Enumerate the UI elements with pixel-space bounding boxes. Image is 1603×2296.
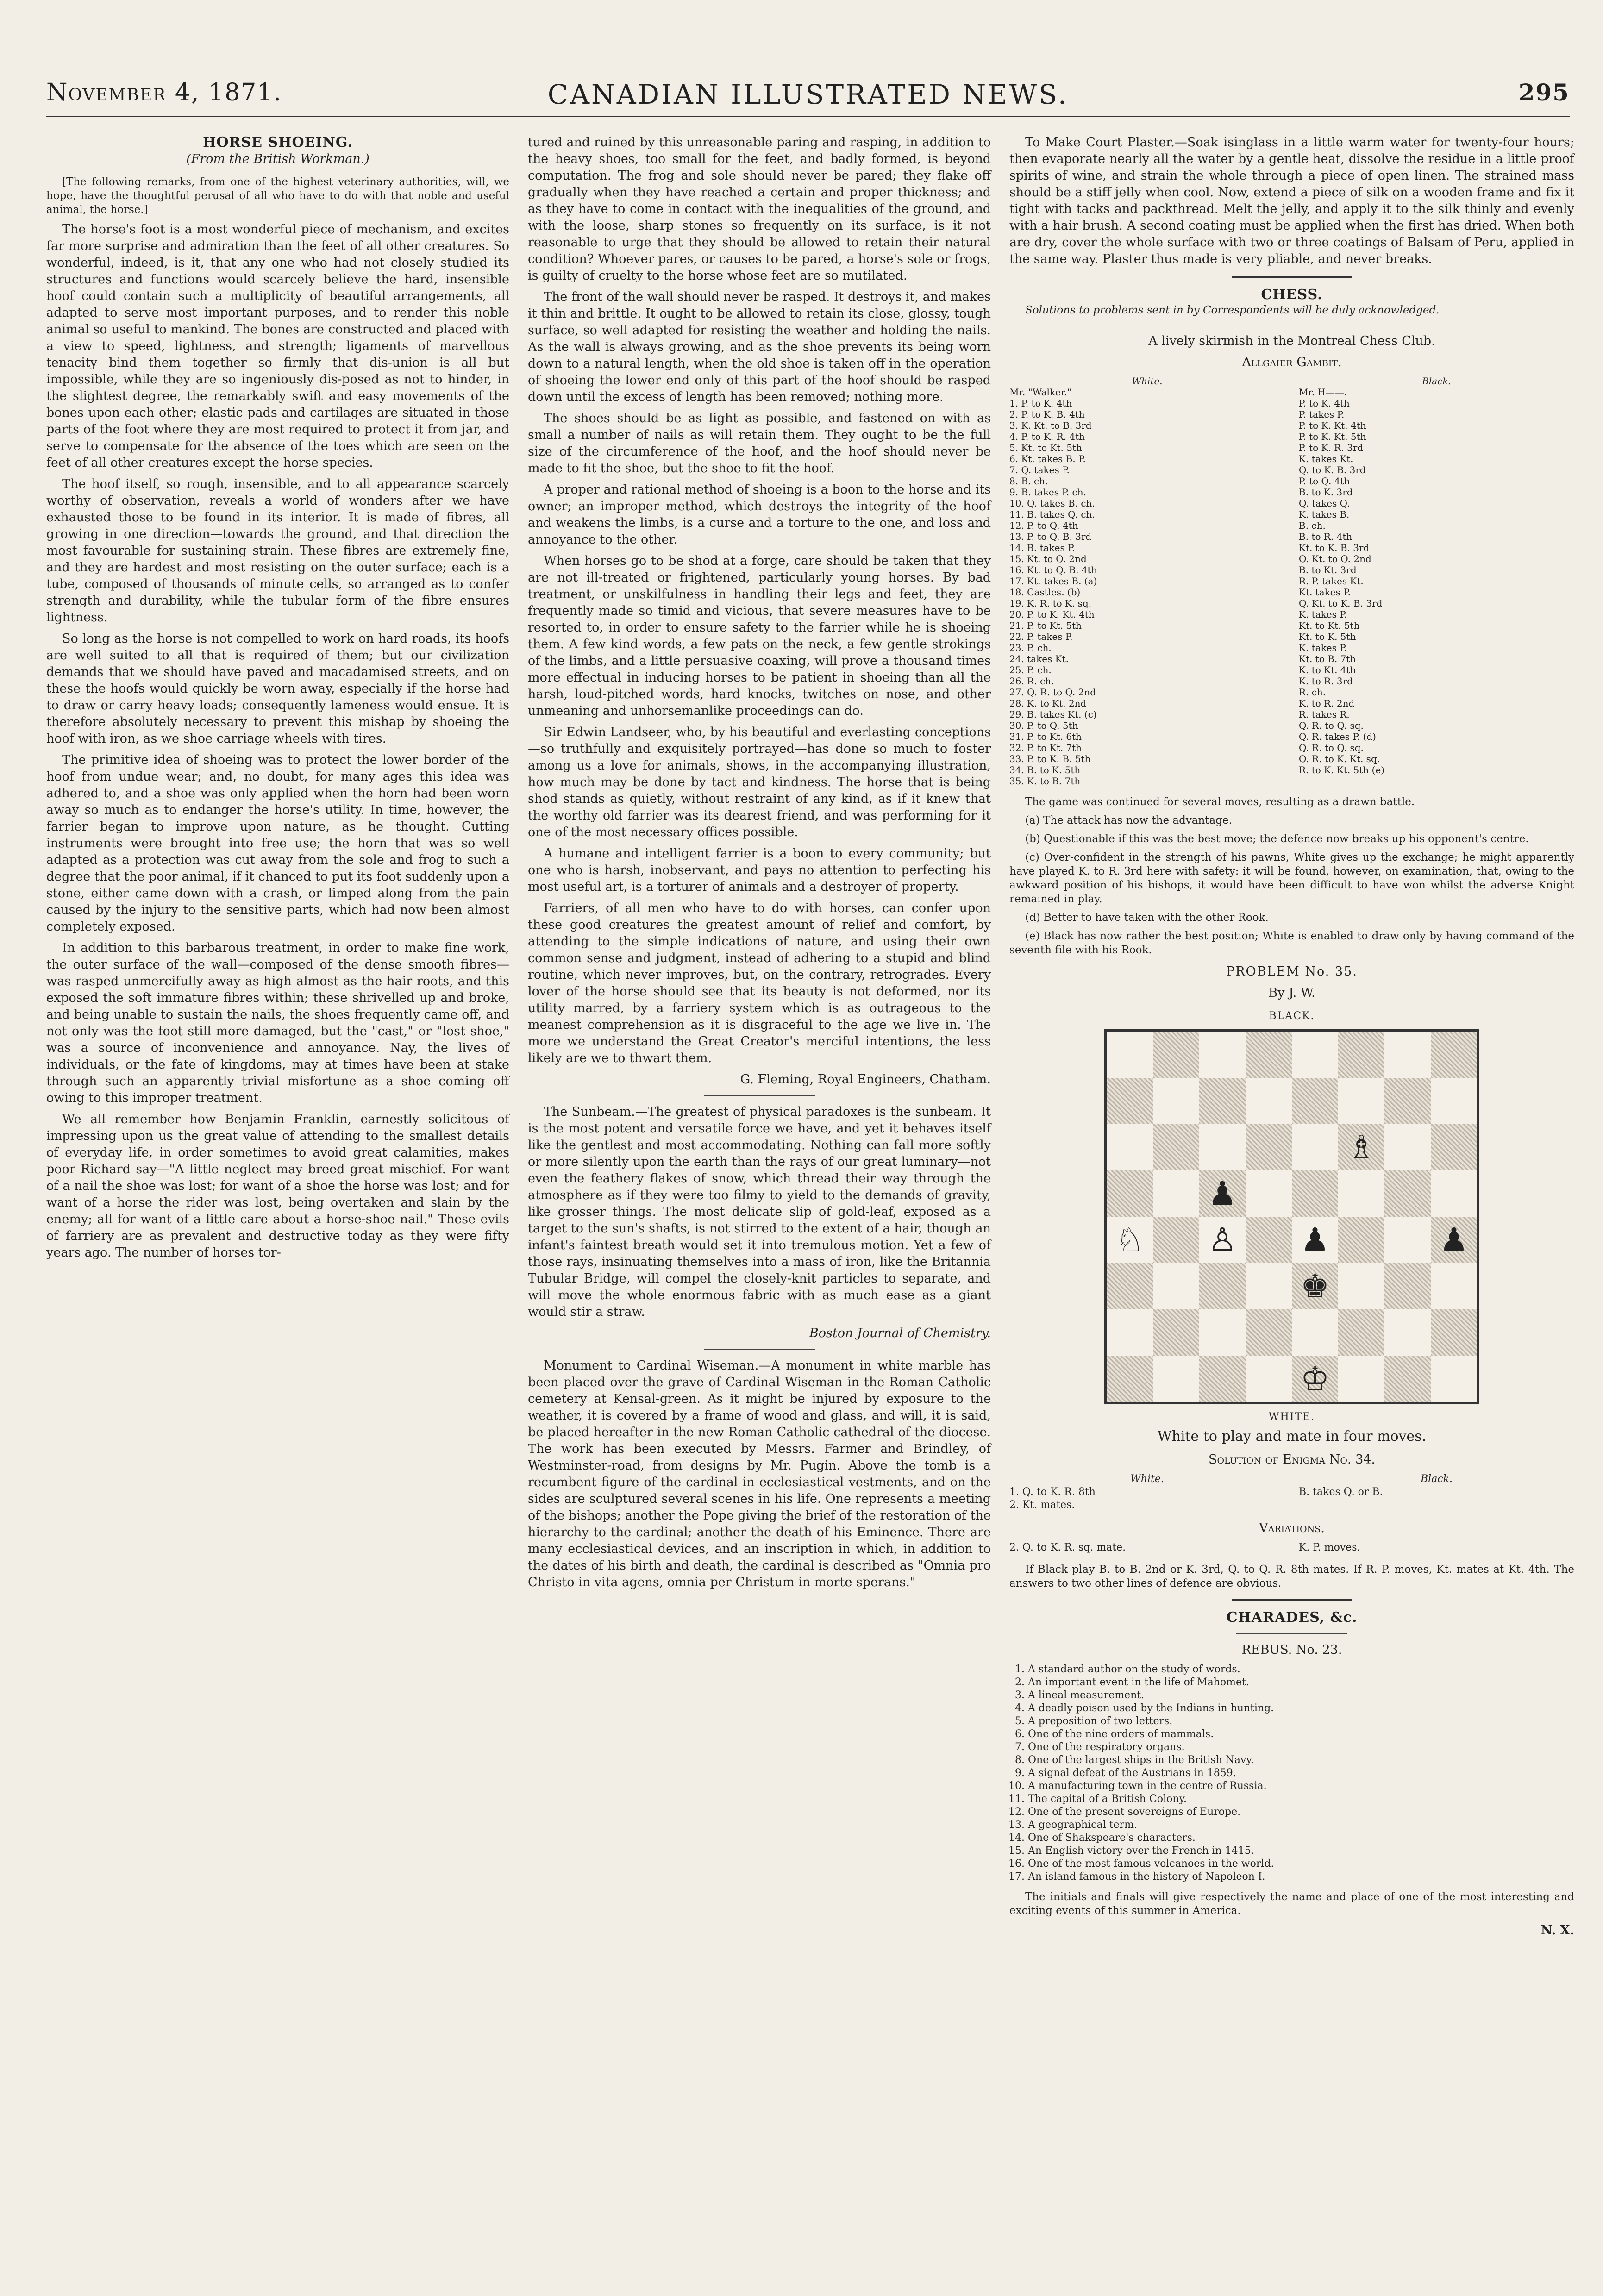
board-square [1153, 1356, 1199, 1402]
white-player: Mr. "Walker." [1009, 387, 1071, 398]
board-square [1246, 1217, 1292, 1263]
black-move: B. to Kt. 3rd [1299, 564, 1357, 576]
white-move: 24. takes Kt. [1009, 653, 1069, 664]
black-move [1299, 776, 1574, 787]
white-move: 32. P. to Kt. 7th [1009, 742, 1082, 753]
board-square [1338, 1217, 1384, 1263]
divider [704, 1349, 815, 1350]
rebus-signature: N. X. [1540, 1923, 1574, 1938]
board-square [1338, 1032, 1384, 1078]
sunbeam-source: Boston Journal of Chemistry. [809, 1326, 991, 1340]
game-note: (c) Over-confident in the strength of his pawns, White gives up the exchange; he might apparently have played K. to R. 3rd here with safety: it will be found, however, on examination, that, owing to the awkward position of his bishops, it would have been difficult to have won whilst the adverse Knight remained in play. [1009, 851, 1574, 905]
board-square [1107, 1124, 1153, 1170]
white-move: 7. Q. takes P. [1009, 464, 1070, 475]
article-signature: G. Fleming, Royal Engineers, Chatham. [740, 1072, 991, 1087]
black-move: Q. R. to K. Kt. sq. [1299, 753, 1380, 764]
board-square [1199, 1356, 1246, 1402]
board-square [1431, 1309, 1477, 1356]
white-move: 15. Kt. to Q. 2nd [1009, 553, 1087, 564]
black-move: Kt. takes P. [1299, 587, 1351, 598]
rebus-item: 16. One of the most famous volcanoes in the world. [1028, 1858, 1574, 1871]
black-move: K. takes Kt. [1299, 453, 1353, 464]
board-square [1107, 1032, 1153, 1078]
black-move: P. to Q. 4th [1299, 475, 1350, 487]
board-square [1384, 1356, 1431, 1402]
white-move: 3. K. Kt. to B. 3rd [1009, 420, 1092, 431]
article-source: (From the British Workman.) [186, 152, 369, 166]
sunbeam-paragraph: The Sunbeam.—The greatest of physical paradoxes is the sunbeam. It is the most potent and versatile force we have, and yet it behaves itself like the gentlest and most accommodating. Nothing can fall more softly or more silently upon the earth than the rays of our great luminary—not even the feathery flakes of snow, which thread their way through the atmosphere as if they were too filmy to yield to the demands of gravity, like grosser things. The most delicate slip of gold-leaf, exposed as a target to the sun's shafts, is not stirred to the extent of a hair, though an infant's faintest breath would set it into tremulous motion. Yet a few of those rays, insinuating themselves into a mass of iron, like the Britannia Tubular Bridge, will compel the closely-knit particles to separate, and will move the whole enormous fabric with as much ease as a giant would stir a straw. [528, 1105, 991, 1319]
black-move: R. takes R. [1299, 709, 1350, 720]
black-move: Kt. to K. B. 3rd [1299, 542, 1370, 553]
board-square [1431, 1032, 1477, 1078]
game-note: (e) Black has now rather the best position; White is enabled to draw only by having command of the seventh file with his Rook. [1009, 930, 1574, 956]
black-move: P. to K. R. 3rd [1299, 442, 1364, 453]
article-paragraph: The primitive idea of shoeing was to protect the lower border of the hoof from undue wear; and, no doubt, for many ages this idea was adhered to, and a shoe was only applied when the horn had been worn away so much as to endanger the horse's utility. In time, however, the farrier began to improve upon nature, as he thought. Cutting instruments were brought into free use; the horn that was so well adapted as a protection was cut away from the sole and frog to such a degree that the poor animal, if it chanced to put its foot suddenly upon a stone, either came down with a crash, or limped along from the pain caused by the injury to the sensitive parts, which had now been almost completely exposed. [46, 753, 509, 934]
game-intro: A lively skirmish in the Montreal Chess Club. [1148, 334, 1435, 348]
black-move: B. to R. 4th [1299, 531, 1353, 542]
white-move: 14. B. takes P. [1009, 542, 1075, 553]
board-square [1384, 1217, 1431, 1263]
board-square [1107, 1263, 1153, 1309]
black-move: R. ch. [1299, 687, 1326, 698]
solution-title: Solution of Enigma No. 34. [1208, 1452, 1376, 1467]
white-move: 35. K. to B. 7th [1009, 776, 1081, 787]
article-paragraph: A humane and intelligent farrier is a boon to every community; but one who is harsh, inobservant, and pays no attention to perfecting his most useful art, is a torturer of animals and a destroyer of property. [528, 846, 991, 894]
rebus-item: 13. A geographical term. [1028, 1819, 1574, 1832]
rebus-item: 10. A manufacturing town in the centre of Russia. [1028, 1780, 1574, 1793]
board-square [1338, 1356, 1384, 1402]
black-move: Q. Kt. to K. B. 3rd [1299, 598, 1383, 609]
chess-board [1104, 1029, 1479, 1404]
board-square [1384, 1078, 1431, 1124]
white-move: 22. P. takes P. [1009, 631, 1073, 642]
black-move: P. takes P. [1299, 409, 1345, 420]
variation-moves [1009, 1541, 1574, 1554]
board-square [1107, 1078, 1153, 1124]
variation-note: If Black play B. to B. 2nd or K. 3rd, Q. to Q. R. 8th mates. If R. P. moves, Kt. mates at Kt. 4th. The answers to two other lines of defence are obvious. [1009, 1564, 1574, 1589]
article-paragraph: Farriers, of all men who have to do with horses, can confer upon these good creatures the greatest amount of relief and comfort, by attending to the simple indications of nature, and using their own common sense and judgment, instead of adhering to a stupid and blind routine, which never improves, but, on the contrary, retrogrades. Every lover of the horse should see that its beauty is not deformed, nor its utility marred, by a farriery system which is as outrageous to the meanest comprehension as it is disgraceful to the age we live in. The more we understand the Great Creator's merciful intentions, the less likely are we to thwart them. [528, 901, 991, 1065]
black-move: Q. to K. B. 3rd [1299, 464, 1366, 475]
monument-paragraph: Monument to Cardinal Wiseman.—A monument in white marble has been placed over the grave of Cardinal Wiseman in the Roman Catholic cemetery at Kensal-green. As it might be injured by exposure to the weather, it is covered by a frame of wood and glass, and will, it is said, be placed hereafter in the new Roman Catholic cathedral of the diocese. The work has been executed by Messrs. Farmer and Brindley, of Westminster-road, from designs by Mr. Pugin. Above the tomb is a recumbent figure of the cardinal in ecclesiastical vestments, and on the sides are sculptured several scenes in his life. One represents a meeting of the bishops; another the Pope giving the brief of the restoration of the hierarchy to the cardinal; another the death of his Eminence. There are many ecclesiastical devices, and an inscription in which, in addition to the dates of his birth and death, the cardinal is described as "Omnia pro Christo in vita agens, omnia per Christum in morte sperans." [528, 1358, 991, 1589]
board-square [1199, 1263, 1246, 1309]
rebus-item: 8. One of the largest ships in the British Navy. [1028, 1754, 1574, 1767]
rebus-item: 11. The capital of a British Colony. [1028, 1793, 1574, 1806]
board-square [1384, 1124, 1431, 1170]
solution-black-move: B. takes Q. or B. [1299, 1486, 1383, 1498]
board-square [1153, 1309, 1199, 1356]
black-move: K. takes P. [1299, 609, 1347, 620]
article-paragraph: The shoes should be as light as possible, and fastened on with as small a number of nails as will retain them. They ought to be the full size of the circumference of the hoof, and the hoof should never be made to fit the shoe, but the shoe to fit the hoof. [528, 411, 991, 475]
board-square [1153, 1032, 1199, 1078]
column-3 [1009, 134, 1574, 1939]
board-square [1153, 1124, 1199, 1170]
white-move: 33. P. to K. B. 5th [1009, 753, 1091, 764]
board-square [1431, 1263, 1477, 1309]
board-square [1338, 1078, 1384, 1124]
chess-piece: ♘ [1107, 1217, 1153, 1263]
board-square [1153, 1217, 1199, 1263]
article-paragraph: When horses go to be shod at a forge, care should be taken that they are not ill-treated or frightened, particularly young horses. By bad treatment, or unskilfulness in handling their legs and feet, they are frequently made so timid and vicious, that severe measures have to be resorted to, in order to ensure safety to the farrier while he is shoeing them. A few kind words, a few pats on the neck, a few gentle strokings of the limbs, and a little persuasive coaxing, will prove a thousand times more effectual in inducing horses to be patient in shoeing than all the harsh, loud-pitched words, hard knocks, twitches on nose, and other unmeaning and unhorsemanlike proceedings can do. [528, 554, 991, 718]
board-square [1292, 1309, 1338, 1356]
black-move: B. ch. [1299, 520, 1326, 531]
variation-white: 2. Q. to K. R. sq. mate. [1009, 1542, 1126, 1553]
white-move: 20. P. to K. Kt. 4th [1009, 609, 1095, 620]
black-move: K. takes B. [1299, 509, 1350, 520]
black-move: R. P. takes Kt. [1299, 576, 1364, 587]
board-square [1292, 1078, 1338, 1124]
board-square [1292, 1170, 1338, 1217]
page-number: 295 [1518, 79, 1570, 106]
white-move: 6. Kt. takes B. P. [1009, 453, 1086, 464]
rebus-item: 12. One of the present sovereigns of Europe. [1028, 1806, 1574, 1819]
chess-problem [1009, 1008, 1574, 1445]
white-move: 13. P. to Q. B. 3rd [1009, 531, 1092, 542]
board-square [1153, 1170, 1199, 1217]
game-result: The game was continued for several moves, resulting as a drawn battle. [1025, 796, 1415, 808]
board-square [1431, 1356, 1477, 1402]
game-note: (a) The attack has now the advantage. [1025, 814, 1232, 826]
black-move: P. to K. Kt. 5th [1299, 431, 1366, 442]
board-square [1107, 1170, 1153, 1217]
board-square [1431, 1170, 1477, 1217]
divider [1232, 1599, 1352, 1601]
article-paragraph: tured and ruined by this unreasonable paring and rasping, in addition to the heavy shoes, too small for the feet, and badly formed, is beyond computation. The frog and sole should never be pared; they flake off gradually when they have reached a certain and proper thickness; and as they have to come in contact with the inequalities of the ground, and with the loose, sharp stones so frequently on its surface, is it not reasonable to urge that they should be allowed to retain their natural condition? Whoever pares, or causes to be pared, a horse's sole or frogs, is guilty of cruelty to the horse whose feet are so mutilated. [528, 135, 991, 283]
white-move: 23. P. ch. [1009, 642, 1052, 653]
article-paragraph: A proper and rational method of shoeing is a boon to the horse and its owner; an improper method, which destroys the integrity of the hoof and weakens the limbs, is a curse and a torture to the one, and loss and annoyance to the other. [528, 482, 991, 547]
white-move: 31. P. to Kt. 6th [1009, 731, 1082, 742]
divider [704, 1095, 815, 1096]
black-move: R. to K. Kt. 5th (e) [1299, 764, 1384, 776]
black-move: Q. R. takes P. (d) [1299, 731, 1376, 742]
rebus-item: 6. One of the nine orders of mammals. [1028, 1728, 1574, 1741]
white-move: 5. Kt. to Kt. 5th [1009, 442, 1082, 453]
white-move: 25. P. ch. [1009, 664, 1052, 676]
game-note: (d) Better to have taken with the other Rook. [1025, 912, 1269, 924]
chess-piece: ♟ [1431, 1217, 1477, 1263]
board-square [1246, 1309, 1292, 1356]
masthead [46, 69, 1570, 120]
board-square [1384, 1170, 1431, 1217]
black-move: Q. takes Q. [1299, 498, 1350, 509]
rebus-item: 7. One of the respiratory organs. [1028, 1741, 1574, 1754]
black-move: P. to K. Kt. 4th [1299, 420, 1366, 431]
game-moves-table [1009, 375, 1574, 787]
article-paragraph: The hoof itself, so rough, insensible, and to all appearance scarcely worthy of observation, reveals a world of wonders after we have exhausted those to be found in its interior. It is made of fibres, all growing in one direction—towards the ground, and that direction the most favourable for sustaining strain. These fibres are extremely fine, and they are hardest and most resisting on the outer surface; each is a tube, composed of thousands of minute cells, so arranged as to confer strength and durability, while the tubular form of the fibre ensures lightness. [46, 477, 509, 625]
rebus-item: 17. An island famous in the history of Napoleon I. [1028, 1871, 1574, 1883]
board-square [1338, 1263, 1384, 1309]
divider [1232, 276, 1352, 278]
white-move: 26. R. ch. [1009, 676, 1054, 687]
white-move: 8. B. ch. [1009, 475, 1048, 487]
white-move: 19. K. R. to K. sq. [1009, 598, 1092, 609]
rebus-list [1028, 1663, 1574, 1883]
white-move: 28. K. to Kt. 2nd [1009, 698, 1087, 709]
article-paragraph: The front of the wall should never be rasped. It destroys it, and makes it thin and brittle. It ought to be allowed to retain its close, glossy, tough surface, so well adapted for resisting the weather and holding the nails. As the wall is always growing, and as the shoe prevents its being worn down to a natural length, when the old shoe is taken off in the operation of shoeing the lower end only of this part of the hoof should be rasped down until the excess of length has been removed; nothing more. [528, 290, 991, 404]
board-square [1246, 1078, 1292, 1124]
board-square [1246, 1170, 1292, 1217]
rebus-item: 5. A preposition of two letters. [1028, 1715, 1574, 1728]
article-paragraph: So long as the horse is not compelled to work on hard roads, its hoofs are well suited to all that is required of them; but our civilization demands that we should have paved and macadamised streets, and on these the hoofs would quickly be worn away, especially if the horse had to draw or carry heavy loads; consequently lameness would ensue. It is therefore absolutely necessary to prevent this mishap by shoeing the hoof with iron, as we shoe carriage wheels with tires. [46, 632, 509, 746]
chess-piece: ♟ [1199, 1170, 1246, 1217]
variations-title: Variations. [1259, 1521, 1325, 1535]
rebus-item: 2. An important event in the life of Mahomet. [1028, 1676, 1574, 1689]
solution-white-header: White. [1130, 1473, 1164, 1485]
black-move: K. to R. 2nd [1299, 698, 1355, 709]
black-move: Q. Kt. to Q. 2nd [1299, 553, 1371, 564]
variation-black: K. P. moves. [1299, 1542, 1360, 1553]
rebus-title: REBUS. No. 23. [1241, 1643, 1342, 1657]
board-square [1246, 1124, 1292, 1170]
newspaper-title: CANADIAN ILLUSTRATED NEWS. [547, 79, 1069, 110]
column-2 [528, 134, 991, 1595]
issue-date: November 4, 1871. [46, 79, 282, 106]
board-square [1199, 1078, 1246, 1124]
board-square [1384, 1309, 1431, 1356]
plaster-paragraph: To Make Court Plaster.—Soak isinglass in a little warm water for twenty-four hours; then evaporate nearly all the water by a gentle heat, dissolve the residue in a little proof spirits of wine, and strain the whole through a piece of open linen. The strained mass should be a stiff jelly when cool. Now, extend a piece of silk on a wooden frame and fix it tight with tacks and packthread. Melt the jelly, and apply it to the silk thinly and evenly with a hair brush. A second coating must be applied when the first has dried. When both are dry, cover the whole surface with two or three coatings of Balsam of Peru, applied in the same way. Plaster thus made is very pliable, and never breaks. [1009, 135, 1574, 266]
board-square [1338, 1170, 1384, 1217]
chess-piece: ♔ [1292, 1356, 1338, 1402]
rebus-item: 3. A lineal measurement. [1028, 1689, 1574, 1702]
solution-moves [1009, 1473, 1574, 1512]
board-square [1292, 1124, 1338, 1170]
rebus-item: 1. A standard author on the study of words. [1028, 1663, 1574, 1676]
rebus-item: 15. An English victory over the French in 1415. [1028, 1845, 1574, 1858]
board-square [1199, 1124, 1246, 1170]
chess-heading: CHESS. [1261, 287, 1323, 303]
board-square [1292, 1032, 1338, 1078]
white-move: 9. B. takes P. ch. [1009, 487, 1086, 498]
black-move: K. takes P. [1299, 642, 1347, 653]
white-move: 2. P. to K. B. 4th [1009, 409, 1085, 420]
game-name: Allgaier Gambit. [1242, 355, 1342, 369]
white-header: White. [1132, 375, 1163, 387]
black-move: K. to Kt. 4th [1299, 664, 1356, 676]
chess-note: Solutions to problems sent in by Correspondents will be duly acknowledged. [1025, 304, 1440, 316]
chess-piece: ♗ [1338, 1124, 1384, 1170]
white-move: 10. Q. takes B. ch. [1009, 498, 1095, 509]
chess-piece: ♙ [1199, 1217, 1246, 1263]
article-title: HORSE SHOEING. [203, 134, 353, 150]
problem-title: PROBLEM No. 35. [1226, 964, 1358, 979]
white-move: 1. P. to K. 4th [1009, 398, 1072, 409]
rebus-footer: The initials and finals will give respectively the name and place of one of the most interesting and exciting events of this summer in America. [1009, 1891, 1574, 1917]
white-move: 16. Kt. to Q. B. 4th [1009, 564, 1097, 576]
black-player: Mr. H——. [1299, 387, 1347, 398]
black-move: Kt. to K. 5th [1299, 631, 1356, 642]
white-move: 21. P. to Kt. 5th [1009, 620, 1082, 631]
rebus-item: 9. A signal defeat of the Austrians in 1859. [1028, 1767, 1574, 1780]
white-move: 30. P. to Q. 5th [1009, 720, 1078, 731]
black-move: Q. R. to Q. sq. [1299, 720, 1364, 731]
board-square [1338, 1309, 1384, 1356]
white-move: 12. P. to Q. 4th [1009, 520, 1078, 531]
board-square [1246, 1356, 1292, 1402]
black-label: BLACK. [1269, 1010, 1315, 1022]
charades-heading: CHARADES, &c. [1226, 1609, 1358, 1626]
board-square [1384, 1263, 1431, 1309]
divider [1236, 1633, 1347, 1634]
board-square [1199, 1032, 1246, 1078]
game-notes [1009, 813, 1574, 957]
white-move: 34. B. to K. 5th [1009, 764, 1081, 776]
masthead-rule [46, 116, 1570, 117]
solution-white-move: 2. Kt. mates. [1009, 1499, 1075, 1511]
black-header: Black. [1422, 375, 1451, 387]
white-label: WHITE. [1268, 1411, 1315, 1423]
board-square [1246, 1263, 1292, 1309]
black-move: Kt. to Kt. 5th [1299, 620, 1360, 631]
problem-caption: White to play and mate in four moves. [1157, 1428, 1427, 1445]
column-1 [46, 134, 509, 1266]
white-move: 18. Castles. (b) [1009, 587, 1081, 598]
chess-piece: ♟ [1292, 1217, 1338, 1263]
board-square [1431, 1078, 1477, 1124]
white-move: 4. P. to K. R. 4th [1009, 431, 1085, 442]
board-square [1384, 1032, 1431, 1078]
white-move: 29. B. takes Kt. (c) [1009, 709, 1097, 720]
article-paragraph: The horse's foot is a most wonderful piece of mechanism, and excites far more surprise and admiration than the feet of all other creatures. So wonderful, indeed, is it, that any one who had not closely studied its structures and functions would scarcely believe the hard, insensible hoof could contain such a multiplicity of beautiful arrangements, all adapted to serve most important purposes, and to render this noble animal so useful to mankind. The bones are constructed and placed with a view to speed, lightness, and strength; ligaments of marvellous tenacity bind them together so firmly that dis-union is all but impossible, while they are so ingeniously dis-posed as not to hinder, in the slightest degree, the remarkably swift and easy movements of the bones upon each other; elastic pads and cartilages are situated in those parts of the foot where they are most required to protect it from jar, and serve to compensate for the absence of the toes which are seen on the feet of all other creatures except the horse species. [46, 222, 509, 470]
article-paragraph: Sir Edwin Landseer, who, by his beautiful and everlasting conceptions—so truthfully and exquisitely portrayed—has done so much to foster among us a love for animals, shows, in the accompanying illustration, how much may be done by tact and kindness. The horse that is being shod stands as quietly, without restraint of any kind, as if it knew that the worthy old farrier was its dearest friend, and was performing for it one of the most necessary offices possible. [528, 725, 991, 839]
board-square [1199, 1309, 1246, 1356]
solution-white-move: 1. Q. to K. R. 8th [1009, 1486, 1096, 1498]
board-square [1153, 1078, 1199, 1124]
black-move: B. to K. 3rd [1299, 487, 1353, 498]
board-square [1153, 1263, 1199, 1309]
game-note: (b) Questionable if this was the best move; the defence now breaks up his opponent's centre. [1025, 833, 1529, 845]
solution-black-move [1299, 1499, 1574, 1512]
black-move: K. to R. 3rd [1299, 676, 1353, 687]
article-paragraph: We all remember how Benjamin Franklin, earnestly solicitous of impressing upon us the great value of attending to the smallest details of everyday life, in order sometimes to avoid great calamities, makes poor Richard say—"A little neglect may breed great mischief. For want of a nail the shoe was lost; for want of a shoe the horse was lost; and for want of a horse the rider was lost, being overtaken and slain by the enemy; all for want of a little care about a horse-shoe nail." These evils of farriery are as prevalent and destructive today as they were fifty years ago. The number of horses tor- [46, 1112, 509, 1260]
rebus-item: 14. One of Shakspeare's characters. [1028, 1832, 1574, 1845]
board-square [1107, 1309, 1153, 1356]
chess-piece: ♚ [1292, 1263, 1338, 1309]
white-move: 11. B. takes Q. ch. [1009, 509, 1095, 520]
rebus-item: 4. A deadly poison used by the Indians in hunting. [1028, 1702, 1574, 1715]
board-square [1246, 1032, 1292, 1078]
white-move: 17. Kt. takes B. (a) [1009, 576, 1097, 587]
white-move: 27. Q. R. to Q. 2nd [1009, 687, 1096, 698]
board-square [1107, 1356, 1153, 1402]
solution-black-header: Black. [1421, 1473, 1453, 1485]
black-move: Q. R. to Q. sq. [1299, 742, 1364, 753]
article-paragraph: In addition to this barbarous treatment, in order to make fine work, the outer surface of the wall—composed of the dense smooth fibres—was rasped unmercifully away as high almost as the hair roots, and this exposed the soft immature fibres within; these shrivelled up and broke, and being unable to sustain the nails, the shoes frequently came off, and not only was the foot still more damaged, but the "cast," or "lost shoe," was a source of inconvenience and annoyance. Nay, the lives of individuals, or the fate of kingdoms, may at times have been at stake through such an apparently trivial misfortune as a shoe coming off owing to this improper treatment. [46, 941, 509, 1105]
board-square [1431, 1124, 1477, 1170]
black-move: Kt. to B. 7th [1299, 653, 1356, 664]
black-move: P. to K. 4th [1299, 398, 1350, 409]
problem-author: By J. W. [1268, 986, 1315, 1000]
article-intro: [The following remarks, from one of the highest veterinary authorities, will, we hope, have the thoughtful perusal of all who have to do with that noble and useful animal, the horse.] [46, 176, 509, 216]
